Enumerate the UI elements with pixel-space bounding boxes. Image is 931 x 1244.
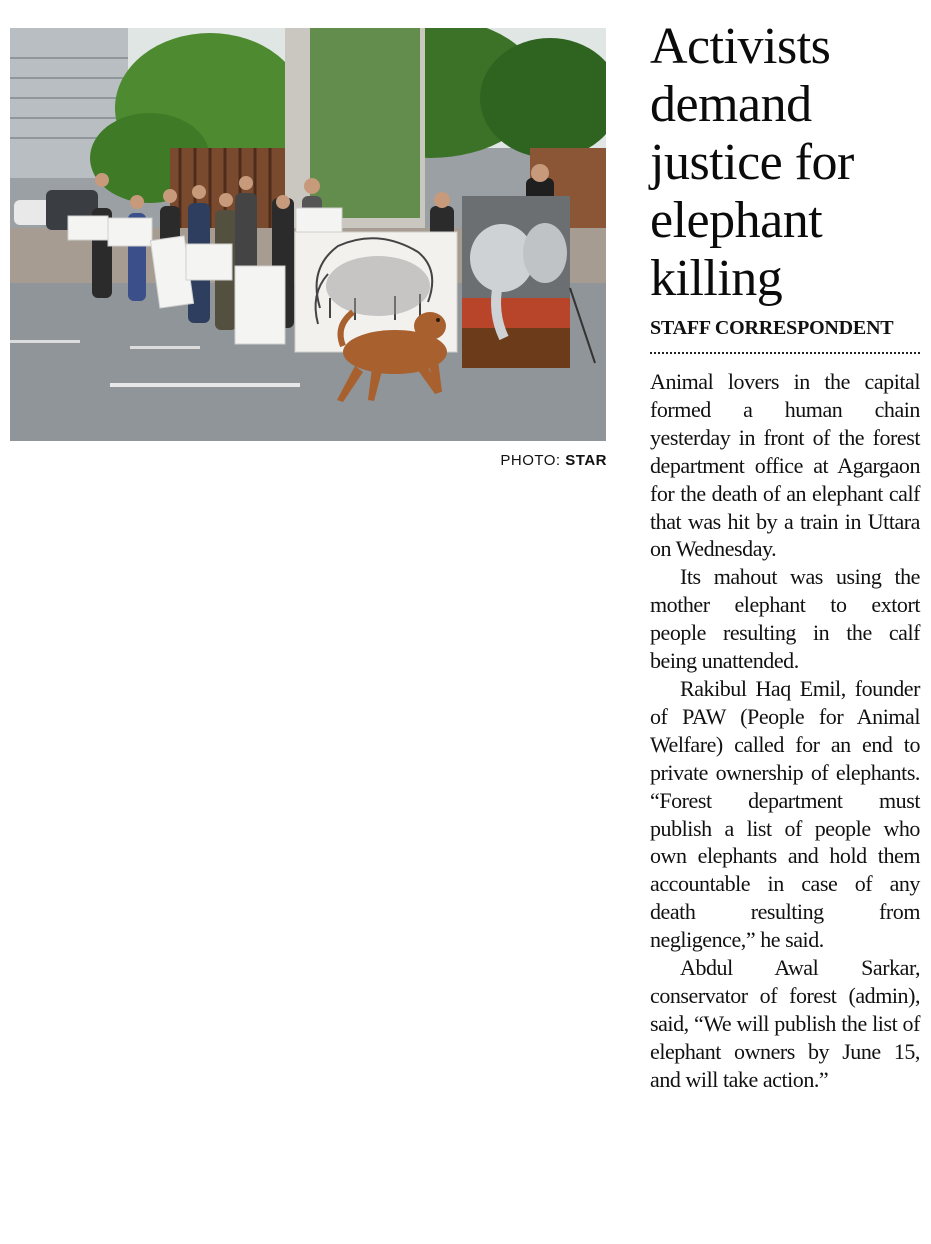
news-photo	[10, 28, 606, 441]
byline-divider	[650, 352, 920, 354]
protest-photo-illustration	[10, 28, 606, 441]
article-byline: STAFF CORRESPONDENT	[650, 317, 894, 339]
photo-credit-name: STAR	[565, 452, 607, 469]
photo-credit-prefix: PHOTO:	[500, 452, 561, 469]
article-paragraph: Animal lovers in the capital formed a human chain yesterday in front of the forest department office at Agargaon for the death of an elephant calf that was hit by a train in Uttara on Wednesday.	[650, 369, 920, 562]
photo-credit	[420, 452, 607, 469]
article-body	[650, 368, 920, 1094]
article-paragraph: Abdul Awal Sarkar, conservator of forest (admin), said, “We will publish the list of elephant owners by June 15, and will take action.”	[650, 955, 920, 1092]
article-paragraph: Rakibul Haq Emil, founder of PAW (People for Animal Welfare) called for an end to private ownership of elephants. “Forest department must publish a list of people who own elephants and hold them accountable in case of any death resulting from negligence,” he said.	[650, 675, 920, 953]
article-paragraph: Its mahout was using the mother elephant to extort people resulting in the calf being unattended.	[650, 564, 920, 674]
article-headline: Activists demand justice for elephant killing	[650, 18, 854, 307]
